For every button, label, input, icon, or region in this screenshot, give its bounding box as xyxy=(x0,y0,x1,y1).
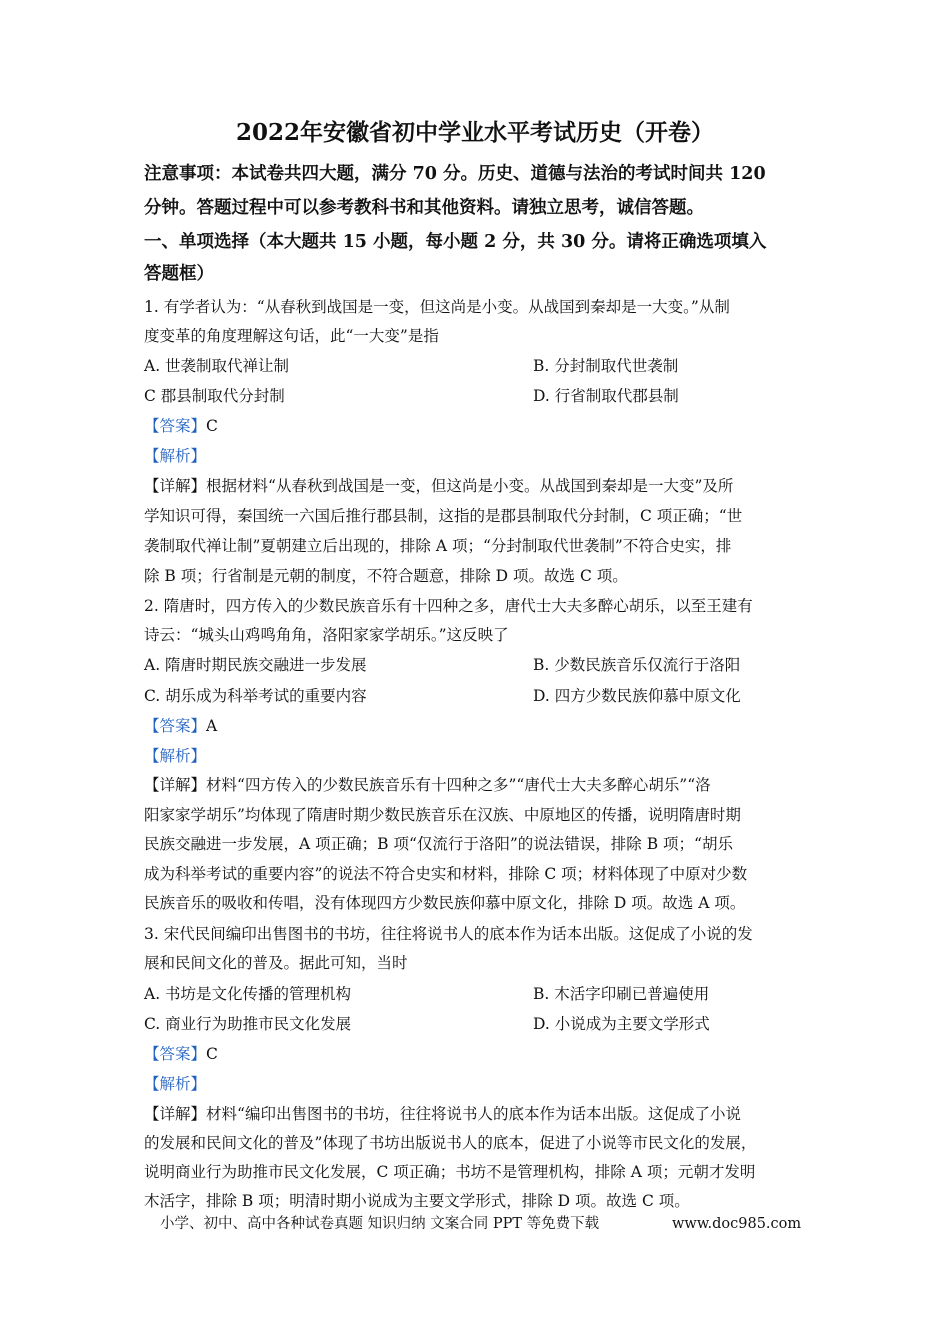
detail-line: 民族音乐的吸收和传唱，没有体现四方少数民族仰慕中原文化，排除 D 项。故选 A 项。 xyxy=(144,894,746,912)
analysis-line xyxy=(144,445,824,467)
detail-line: 民族交融进一步发展，A 项正确；B 项“仅流行于洛阳”的说法错误，排除 B 项；“胡乐 xyxy=(144,835,733,853)
question-stem-line: 1. 有学者认为：“从春秋到战国是一变，但这尚是小变。从战国到秦却是一大变。”从制 xyxy=(144,298,730,316)
option-b: B. 木活字印刷已普遍使用 xyxy=(533,985,710,1003)
option-d: D. 行省制取代郡县制 xyxy=(533,387,679,405)
analysis-tag: 【解析】 xyxy=(144,1075,207,1093)
detail-line: 的发展和民间文化的普及”体现了书坊出版说书人的底本，促进了小说等市民文化的发展， xyxy=(144,1134,757,1152)
answer-tag: 【答案】 xyxy=(144,1045,207,1063)
detail-line: 成为科举考试的重要内容”的说法不符合史实和材料，排除 C 项；材料体现了中原对少数 xyxy=(144,865,748,883)
option-c: C. 胡乐成为科举考试的重要内容 xyxy=(144,687,367,705)
detail-line: 木活字，排除 B 项；明清时期小说成为主要文学形式，排除 D 项。故选 C 项。 xyxy=(144,1192,690,1210)
question-stem-line: 诗云：“城头山鸡鸣角角，洛阳家家学胡乐。”这反映了 xyxy=(144,626,509,644)
page-title: 2022年安徽省初中学业水平考试历史（开卷） xyxy=(235,119,714,146)
detail-text: 根据材料“从春秋到战国是一变，但这尚是小变。从战国到秦却是一大变”及所 xyxy=(206,477,734,495)
detail-line: 阳家家学胡乐”均体现了隋唐时期少数民族音乐在汉族、中原地区的传播，说明隋唐时期 xyxy=(144,806,741,824)
detail-tag: 【详解】 xyxy=(144,776,207,794)
detail-tag: 【详解】 xyxy=(144,477,207,495)
notice-line-1: 注意事项：本试卷共四大题，满分 70 分。历史、道德与法治的考试时间共 120 xyxy=(144,164,766,184)
option-a: A. 隋唐时期民族交融进一步发展 xyxy=(144,656,367,674)
answer-line xyxy=(144,1043,824,1065)
answer-tag: 【答案】 xyxy=(144,717,207,735)
option-c: C 郡县制取代分封制 xyxy=(144,387,285,405)
detail-line xyxy=(144,1103,824,1125)
answer-value: A xyxy=(206,717,218,735)
detail-line: 说明商业行为助推市民文化发展，C 项正确；书坊不是管理机构，排除 A 项；元朝才发明 xyxy=(144,1163,756,1181)
option-b: B. 分封制取代世袭制 xyxy=(533,357,679,375)
question-stem-line: 度变革的角度理解这句话，此“一大变”是指 xyxy=(144,327,439,345)
option-d: D. 四方少数民族仰慕中原文化 xyxy=(533,687,741,705)
section-heading-line-2: 答题框） xyxy=(144,264,214,284)
option-c: C. 商业行为助推市民文化发展 xyxy=(144,1015,352,1033)
answer-line xyxy=(144,415,824,437)
question-stem-line: 3. 宋代民间编印出售图书的书坊，往往将说书人的底本作为话本出版。这促成了小说的发 xyxy=(144,925,753,943)
analysis-line xyxy=(144,745,824,767)
footer xyxy=(160,1214,802,1234)
detail-line xyxy=(144,774,824,796)
detail-text: 材料“四方传入的少数民族音乐有十四种之多”“唐代士大夫多醉心胡乐”“洛 xyxy=(206,776,711,794)
option-d: D. 小说成为主要文学形式 xyxy=(533,1015,710,1033)
option-a: A. 世袭制取代禅让制 xyxy=(144,357,290,375)
answer-line xyxy=(144,715,824,737)
footer-url-link[interactable]: www.doc985.com xyxy=(672,1216,802,1232)
question-stem-line: 展和民间文化的普及。据此可知，当时 xyxy=(144,954,408,972)
detail-text: 材料“编印出售图书的书坊，往往将说书人的底本作为话本出版。这促成了小说 xyxy=(206,1105,741,1123)
analysis-tag: 【解析】 xyxy=(144,747,207,765)
question-stem-line: 2. 隋唐时，四方传入的少数民族音乐有十四种之多，唐代士大夫多醉心胡乐，以至王建有 xyxy=(144,597,753,615)
analysis-tag: 【解析】 xyxy=(144,447,207,465)
detail-line: 袭制取代禅让制”夏朝建立后出现的，排除 A 项；“分封制取代世袭制”不符合史实，排 xyxy=(144,537,732,555)
answer-value: C xyxy=(206,1045,218,1063)
section-heading-line-1: 一、单项选择（本大题共 15 小题，每小题 2 分，共 30 分。请将正确选项填入 xyxy=(144,232,767,252)
answer-tag: 【答案】 xyxy=(144,417,207,435)
detail-tag: 【详解】 xyxy=(144,1105,207,1123)
detail-line xyxy=(144,475,824,497)
option-b: B. 少数民族音乐仅流行于洛阳 xyxy=(533,656,741,674)
detail-line: 学知识可得，秦国统一六国后推行郡县制，这指的是郡县制取代分封制，C 项正确；“世 xyxy=(144,507,743,525)
footer-text: 小学、初中、高中各种试卷真题 知识归纳 文案合同 PPT 等免费下载 xyxy=(160,1216,600,1232)
analysis-line xyxy=(144,1073,824,1095)
detail-line: 除 B 项；行省制是元朝的制度，不符合题意，排除 D 项。故选 C 项。 xyxy=(144,567,628,585)
option-a: A. 书坊是文化传播的管理机构 xyxy=(144,985,352,1003)
notice-line-2: 分钟。答题过程中可以参考教科书和其他资料。请独立思考，诚信答题。 xyxy=(144,198,704,218)
answer-value: C xyxy=(206,417,218,435)
